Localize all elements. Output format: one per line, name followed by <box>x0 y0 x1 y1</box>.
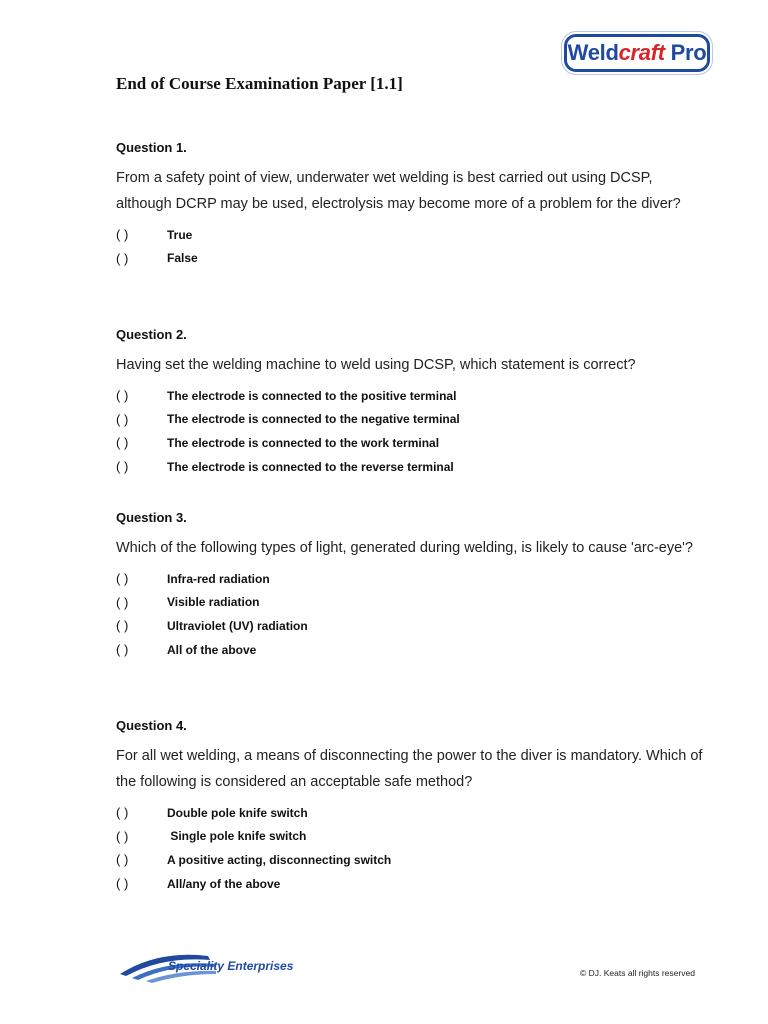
answer-text: Ultraviolet (UV) radiation <box>167 618 308 633</box>
answer-option[interactable] <box>116 431 706 455</box>
answer-checkbox[interactable]: ( ) <box>116 805 129 821</box>
question-3 <box>116 510 706 661</box>
logo-text <box>568 40 707 66</box>
answer-option[interactable] <box>116 848 706 872</box>
answer-text: All/any of the above <box>167 876 281 891</box>
question-label: Question 4. <box>116 718 187 733</box>
question-label: Question 3. <box>116 510 187 525</box>
answer-checkbox[interactable]: ( ) <box>116 594 129 610</box>
answer-text: The electrode is connected to the reverse terminal <box>167 459 454 474</box>
answer-text: False <box>167 251 198 266</box>
answer-checkbox[interactable]: ( ) <box>116 435 129 451</box>
answer-checkbox[interactable]: ( ) <box>116 411 129 427</box>
answer-text: All of the above <box>167 642 257 657</box>
question-1 <box>116 140 706 270</box>
answer-option[interactable] <box>116 638 706 662</box>
answer-text: The electrode is connected to the positive terminal <box>167 388 457 403</box>
answer-option[interactable] <box>116 872 706 896</box>
footer-logo-text: Speciality Enterprises <box>168 959 294 973</box>
answer-checkbox[interactable]: ( ) <box>116 618 129 634</box>
answer-text: The electrode is connected to the negative terminal <box>167 412 460 427</box>
answer-checkbox[interactable]: ( ) <box>116 852 129 868</box>
answer-checkbox[interactable]: ( ) <box>116 388 129 404</box>
logo-weld: Weld <box>567 40 619 65</box>
answer-option[interactable] <box>116 223 706 247</box>
answer-text: True <box>167 227 193 242</box>
question-2 <box>116 327 706 478</box>
copyright-notice: © DJ. Keats all rights reserved <box>580 968 695 978</box>
question-text: For all wet welding, a means of disconnecting the power to the diver is mandatory. Which of the following is considered an acceptable safe method? <box>116 748 703 790</box>
answer-option[interactable] <box>116 614 706 638</box>
logo-pro: Pro <box>664 40 707 65</box>
logo-craft: craft <box>618 40 665 65</box>
answer-option[interactable] <box>116 825 706 849</box>
answer-checkbox[interactable]: ( ) <box>116 459 129 475</box>
answer-option[interactable] <box>116 455 706 479</box>
question-text: Which of the following types of light, generated during welding, is likely to cause 'arc-eye'? <box>116 540 693 556</box>
answer-text: The electrode is connected to the work terminal <box>167 435 440 450</box>
answer-option[interactable] <box>116 384 706 408</box>
weldcraft-pro-logo <box>564 34 710 72</box>
question-text: From a safety point of view, underwater wet welding is best carried out using DCSP, although DCRP may be used, electrolysis may become more of a problem for the diver? <box>116 170 681 212</box>
question-label: Question 1. <box>116 140 187 155</box>
answer-text: Visible radiation <box>167 595 260 610</box>
answer-checkbox[interactable]: ( ) <box>116 571 129 587</box>
answer-checkbox[interactable]: ( ) <box>116 642 129 658</box>
question-text: Having set the welding machine to weld using DCSP, which statement is correct? <box>116 357 636 373</box>
answer-text: A positive acting, disconnecting switch <box>167 852 392 867</box>
answer-checkbox[interactable]: ( ) <box>116 227 129 243</box>
answer-option[interactable] <box>116 247 706 271</box>
answer-checkbox[interactable]: ( ) <box>116 250 129 266</box>
question-label: Question 2. <box>116 327 187 342</box>
question-4 <box>116 718 706 895</box>
answer-checkbox[interactable]: ( ) <box>116 828 129 844</box>
answer-option[interactable] <box>116 567 706 591</box>
answer-text: Double pole knife switch <box>167 805 308 820</box>
answer-checkbox[interactable]: ( ) <box>116 876 129 892</box>
page-title: End of Course Examination Paper [1.1] <box>116 74 403 93</box>
answer-text: Infra-red radiation <box>167 571 270 586</box>
answer-option[interactable] <box>116 591 706 615</box>
answer-option[interactable] <box>116 801 706 825</box>
answer-option[interactable] <box>116 408 706 432</box>
answer-text: Single pole knife switch <box>167 829 307 844</box>
